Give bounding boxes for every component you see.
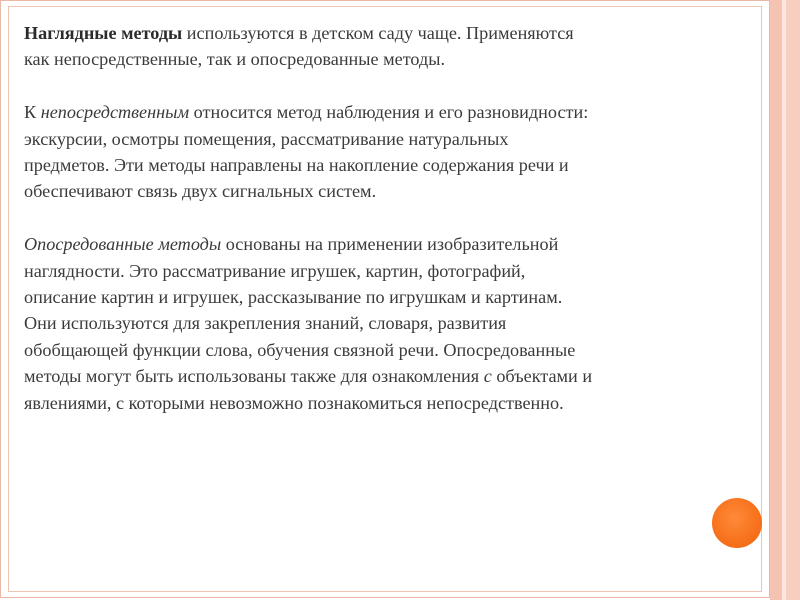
text-line (24, 234, 558, 254)
term-with: с (483, 366, 492, 387)
term-indirect-methods: Опосредованные методы (24, 234, 222, 255)
text-line (24, 102, 588, 122)
text-line: экскурсии, осмотры помещения, рассматривание натуральных (24, 128, 509, 149)
text-line: обеспечивают связь двух сигнальных систем. (24, 181, 377, 202)
text-run: объектами и (491, 366, 593, 387)
right-decorative-stripe-outer (786, 0, 800, 600)
paragraph-indirect-methods (24, 231, 736, 416)
orange-circle-decoration (712, 498, 762, 548)
text-run: К (24, 102, 41, 123)
text-line (24, 366, 592, 386)
text-line: Они используются для закрепления знаний, словаря, развития (24, 313, 507, 334)
right-decorative-stripe (770, 0, 782, 600)
paragraph-spacer (24, 73, 736, 99)
text-run: используются в детском саду чаще. Применяются (182, 23, 574, 43)
text-run: основаны на применении изобразительной (221, 234, 559, 255)
slide-text-body (24, 20, 736, 416)
paragraph-visual-methods-intro (24, 20, 736, 73)
term-visual-methods: Наглядные методы (24, 23, 183, 43)
paragraph-spacer (24, 205, 736, 231)
text-line: обобщающей функции слова, обучения связной речи. Опосредованные (24, 339, 576, 360)
text-line: как непосредственные, так и опосредованные методы. (24, 49, 446, 70)
text-line: явлениями, с которыми невозможно познакомиться непосредственно. (24, 392, 564, 413)
text-line: описание картин и игрушек, рассказывание по игрушкам и картинам. (24, 287, 563, 308)
text-line (24, 23, 574, 43)
paragraph-direct-methods (24, 99, 736, 205)
text-line: наглядности. Это рассматривание игрушек, картин, фотографий, (24, 260, 526, 281)
text-run: относится метод наблюдения и его разновидности: (189, 102, 589, 123)
text-run: методы могут быть использованы также для ознакомления (24, 366, 484, 387)
term-direct: непосредственным (40, 102, 190, 123)
text-line: предметов. Эти методы направлены на накопление содержания речи и (24, 155, 569, 176)
